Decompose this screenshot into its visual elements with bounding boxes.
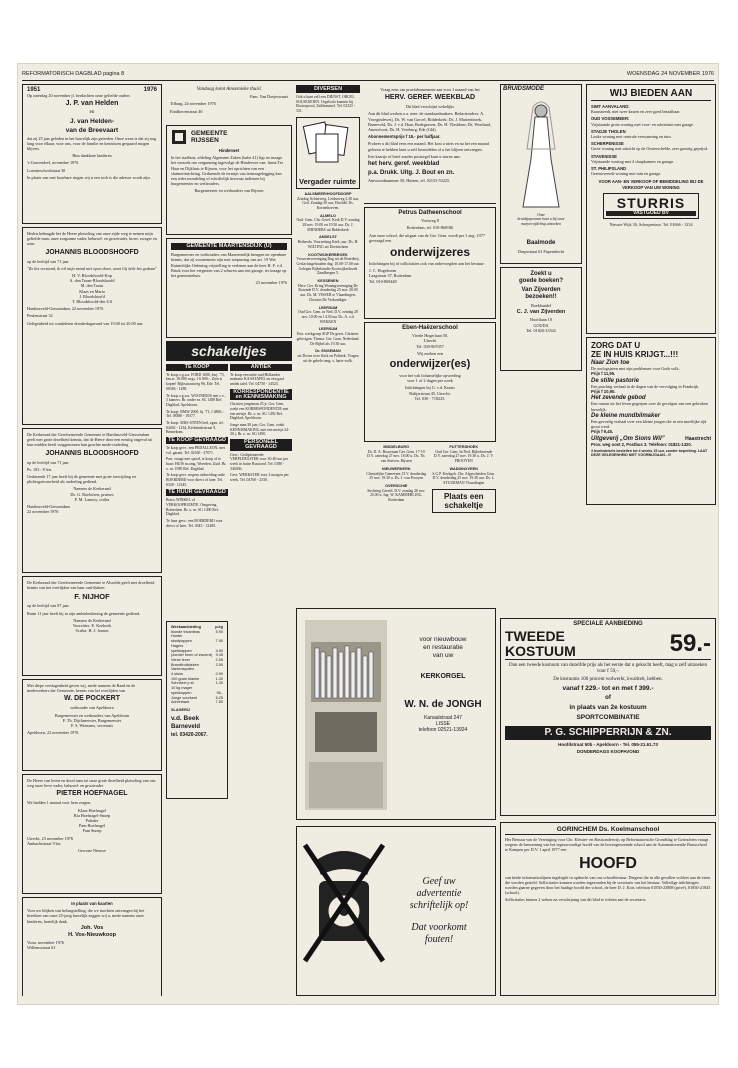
bride-illustration-icon xyxy=(521,99,561,209)
church-meetings: AALSMEER/HOOFDDORP Zondag Achterweg, Leidseweg 2,30 uur, Ged. Zondag-30 uur, Hoofdd. Ds. Kortenhoeven. ALMELO Oud. Gem. Chr. Geref. Kerk D.V. zondag 28 nov. 19.00 en 19.30 uur. Ds. J. MIJNDERS uit Ridderkerk ANDELST Bethesda. Voorzetting Kerk, uur: Ds. H. WILTING uit Doetinchem KOOTWIJKERBROEK Vrouwenvereniging Dag uit de Boerderij. Geslachtsgehouden dag. 10.00-17.00 uur. Gelegen Bijbelstudie Kootwijkerbroek Zandbergen 5. KESSENEN Herv. Ger. Kring Woningvereniging De Rotonde D.V. donderdag 25 nov. 20.00 uur. Ds. M. VISSER te Vlaardingen: Christus De Verkondiger. LEERSUM Oud Ger. Gem. in Ned. D.V. zondag 28 nov. 10.00 en 14.30 uur Ds. A. v.d. WEKKEN LEERSUM Prot. werkgroep SGP De geest. Christen-gelovigen. Thema: Ger. Gem. Nederland: De Bijbel als 19.30 uur. Dr. ENGEMAN uit Doorn over Kerk en Politiek. Vragen uit de gehele omg. v. harte welk. xyxy=(296,191,360,363)
listing-town: OUD VOSSEMEER: xyxy=(591,116,630,122)
header-left: REFORMATORISCH DAGBLAD pagina 8 xyxy=(22,71,125,77)
butcher-item-name: 100 gram blanke xyxy=(171,676,200,681)
municipality-crest-icon xyxy=(171,129,187,145)
anniversary-ad: 1951 1976 Op zaterdag 20 november jl. herdachten onze geliefde ouders J. P. van Helden en J. van Helden- van de Breevaart dat zij 25 jaar geleden in het huwelijk zijn getreden. Onze wens is dat zij nog lang voor elkaar, voor ons, voor de familie en kennissen gespaard mogen blijven. Hun dankbare kinderen 's-Gravendeel, november 1976 Lorentzschoolstraat 30 In plaats van met hoorbare ringen wij u een toch is die adresse wordt zijn. xyxy=(22,84,162,224)
calendar-icon xyxy=(298,120,358,168)
butcher-item-price: 96.- xyxy=(216,690,223,695)
column-municipal xyxy=(166,84,292,996)
butcher-item-price: 2.95 xyxy=(215,657,223,662)
butcher-item-price: 5.90 xyxy=(215,629,223,634)
obituary-nijhof: De Kerkeraad der Gereformeerde Gemeente te Alsselde geeft met droefheid kennis van het overlijden van haar oud-diaken F. NIJHOF op de leeftijd van 87 jaar. Ruim 11 jaar heeft hij in zijn ambtsbediening de gemeente gediend. Namens de Kerkeraad Voorzitter: E. Koekoek Scriba: H. J. Jansen xyxy=(22,576,162,676)
listing-description: Leuke woning met centrale verwarming en tuin. xyxy=(591,134,672,140)
butcher-item-price: 2.50 xyxy=(215,662,223,667)
suit-offer-headline: TWEEDE KOSTUUM 59.- xyxy=(505,628,711,660)
classifieds-block xyxy=(166,363,292,621)
listing-town: ST. PHILIPSLAND xyxy=(591,166,627,172)
butcher-item-name: 4 stuks xyxy=(171,672,184,677)
bookshop-ad: Zoekt u goede boeken? Van Zijverden bezoeken!! Boekhandel C. J. van Zijverden Hooftlaan 10 GOUDA Tel. 01820-23542 xyxy=(500,267,582,371)
butcher-item-name: spekkoppen xyxy=(171,690,192,695)
butcher-item-name: (zonder been of zwoerd) xyxy=(171,653,213,658)
real-estate-listings xyxy=(591,104,711,176)
page-header xyxy=(22,71,714,81)
church-services-right: PUTTERSHOEK Oud Ger. Gem. In Ned. Bijbehorende D.V. zaterdag 27 nov. 19.30 u. Ds. J. V. PROOYEN WADDINXVEEN S.G.P. Kerkgeb. Chr. Afgescheiden Gem. D.V. donderdag 25 nov. 19.30 uur. Ds. L. STUURMAN Vlaardingen Plaats een schakeltje xyxy=(432,445,497,513)
listing-town: STAVENISSE xyxy=(591,153,617,159)
butcher-item-name: Jonge voorkant xyxy=(171,695,197,700)
butcher-price-row xyxy=(171,700,223,705)
butcher-item-price: 7.90 xyxy=(215,639,223,644)
listing-description: Gerenoveerde woning met tuin en garage. xyxy=(591,171,662,177)
book-publisher-ad: ZORG DAT U ZE IN HUIS KRIJGT...!!! Naar Zion toe De oorlogsjaren met zijn problemen voor Gods volk. Prijs f 11,95. De stille pastorie Een prachtig verhaal in de dagen van de vervolging in Frankrijk. Prijs f 10,90. Het zevende gebod Een roman uit het leven gegrepen over de gevolgen van een gebroken huwelijk. De kleine mundbilmaker Een gevoelig verhaal over een kleine jongen die in een moeilijke tijd groot werd. Prijs f 9,45. Uitgeverij „Om Sions Wil” Haastrecht Prov. weg oost 2, Postbus 3. Telefoon: 01821-1320. 3 boekwinkels bestellen tot 4 weeks 15 uur, zonder beperking. LAAT DEZE GELEGENHEID NIET VOORBIJGAAN...!!! xyxy=(586,337,716,505)
classifieds-banner: schakeltjes xyxy=(166,341,292,361)
listing-description: Vrijstaande grote woning met voor- en achtertuin met garage. xyxy=(591,121,695,127)
column-announcements xyxy=(22,84,162,996)
organ-builder-ad xyxy=(296,608,496,820)
weekblad-ad: Vraag eens om proefabonnement aan voor 1 maand van het HERV. GEREF. WEEKBLAD Dit blad verschijnt wekelijks Aan dit blad werken o.a. mee: de standaardmakers. Redactieadres: A. Vroegindeweij, Ds. W. van Gorcel, Ridderkerk; Ds. J. Mastenbroek, Barneveld; Ds. J. v.d. Haar, Bodegraven; Ds. H. Vlasblom; Ds. Westland, Amersfoort; Ds. H. Vreeburg, Ede (Gld). Abonnementsprijs f 15.- per halfjaar. Probeer u dit blad eens een maand. Het kost u niets en na het een maand gelezen te hebben kunt u zelf beoordelen of u het blijven ontvangen. Een kaartje of brief zonder postzegel kunt u sturen aan: het herv. geref. weekblad p.a. Drukk. Uitg. J. Bout en zn. Antwoordnummer 50, Huizen, tel. 02153-53225. xyxy=(364,84,496,204)
listing-town: SIMT AANVALAND: xyxy=(591,104,630,109)
column-schools xyxy=(364,84,496,604)
church-services-left: MIDDELBURG Dr. D. A. Bouwman Ger. Gem. 17-19 D.V. zaterdag 27 nov. 18.00 u. Ds. Th. van Stuiven. Rijssen NIEUWERKERK Christelijke Gemeente. D.V. donderdag 25 nov. 19.30 u. Ds. J. van Prooyen OVERSCHIE Stichting Gerefd. D.V. zondag 28 nov. 20.00 u. Ing. W. KAMMERLING, Rotterdam xyxy=(366,445,427,503)
butcher-item-name: stoofpappen xyxy=(171,639,192,644)
column-bridal xyxy=(500,84,582,400)
butcher-item-name: Verse lever xyxy=(171,657,190,662)
butcher-ad: Weekaanbieding p.kg blonde tricanteas 5.90 Hunter stoofpappen 7.90 Hagers spekbappen 4.90 (zonder been of zwoerd) 9.45 Verse lever 2.95 Brandfrotfaleken 2.50 Varkenspoten 4 stuks 0.90 100 gram blanke 1.30 Schnitzel p.st. 1.30 10 kg mager spekkoppen 96.- Jonge voorkant 6.25 Achterkant 7.50 SLAGERIJ v.d. Beek Barneveld tel. 03420-2067. xyxy=(166,621,228,799)
butcher-item-price: 1.30 xyxy=(215,681,223,686)
butcher-item-price: 0.90 xyxy=(215,672,223,677)
write-your-ad-notice xyxy=(296,826,496,996)
butcher-item-name: Achterkant xyxy=(171,700,190,705)
butcher-item-name: spekbappen xyxy=(171,648,192,653)
church-organ-icon xyxy=(301,612,391,812)
bridal-fashion-ad: BRUIDSMODE Onze bruidsjaponnen kunt u bij onze marjon-afdeling uitzoeken Baalmode Dorpsstraat 61 Papendrecht xyxy=(500,84,582,264)
municipality-rijssen-notice: GEMEENTE RIJSSEN Hinderwet In het stadhuis, afdeling Algemene Zaken (balie 41) ligt ter inzage het verzoek om vergunning ingevolge de Hinderwet van: firma Ter Haar en Dijkhuis te Rijssen, voor het oprichten van een sluimerinrichting. Gedurende de termijn van terinzagelegging kan een ieder mondeling of schriftelijk bezwaar indienen bij burgemeester en wethouders. Burgemeester en wethouders van Rijssen xyxy=(166,125,292,235)
header-right: WOENSDAG 24 NOVEMBER 1976 xyxy=(626,71,714,77)
listing-town: STADJE THOLEN xyxy=(591,128,626,134)
butcher-item-price: 4.90 xyxy=(215,648,223,653)
write-your-ad-text: Geef uw advertentie schriftelijk op! Dat voorkomt fouten! xyxy=(409,876,469,945)
datheen-school-vacancy: Petrus Datheenschool Voetweg 8 Rotterdam, tel. 010-868186 Aan onze school, die uitgaat van de Ger. Gem. wordt per 1 aug. 1977 gevraagd een onderwijzeres Inlichtingen bij of sollicitaties ook van onbevoegden aan het bestuur: J. C. Hogeboom Laagstraat 37, Rotterdam Tel. 010-869448 xyxy=(364,207,496,319)
listing-town: SCHERPENISSE xyxy=(591,141,624,147)
obituary-pockert: Met diepe verslagenheid geven wij, mede namens de Raad en de medewerkers der Gemeente, kennis van het overlijden van W. DE POCKERT wethouder van Apeldoorn Burgemeester en wethouders van Apeldoorn F. Th. Dijckmeester, Burgemeester F. S. Wiemans, secretaris Apeldoorn, 22 november 1976 xyxy=(22,679,162,771)
butcher-item-name: Schnitzel p.st. xyxy=(171,681,195,686)
listing-description: Kaassneedt, met twee kasten en zeer goed betaalbaar. xyxy=(591,109,681,115)
classifieds-left: TE KOOP Te koop z.g.a.n. FORD 1600, bwj. '75, km.st. 18.000 wrgs. f 6.900,-. Zien is kopen! Rijksstraatweg 96, Ede. Tel. 08384 - 1288. Te koop z.g.a.n. WOONHUIS met c.v., 3 kamers. Br. onder nr. SG 1488 Ref. Dagblad, Apeldoorn. Te koop: BMW 2000, bj. '71, f 4800,-. Tel. 08380 - 19377. Te koop: MIJS-STEEN bed, zgan, tel. 04402 - 1234, Kerkeindestraat 9, Bennekom. TE KOOP GEVRAAGD Te koop gevr.: een PEDALLEON, met vol. garant. Tel. 02160 - 47071. Part. vraagt met spoed, te koop of te huur: HUIS in omg. Woerden, Zuid. Br. o. nr. 1980 Ref. Dagblad. Te koop gevr. wegens uitbreiding oude BOERDERIJ voor direct of later. Tel. 0348 - 12345. TE HUUR GEVRAAGD Bouw WINKEL of VERKOOPRUIMTE. Omgeving Rotterdam. Br. o. nr. SG 1490 Ref. Dagblad. Te huur gevr.: een BOERDERIJ voor direct of later. Tel. 0345 - 12400. xyxy=(166,364,227,528)
butcher-item-price: 1.30 xyxy=(215,676,223,681)
butcher-price-list xyxy=(171,630,223,705)
birth-poem: Vandaag komt Amsemieke thuis! Fam. Van Doejeswaart Tilburg, 24 november 1976 Eindhovenstraat 46 xyxy=(170,87,288,114)
municipality-maartensdijk-notice: GEMEENTE MAARTENSDIJK (U) Burgemeester en wethouders van Maartensdijk brengen ter openbare kennis, dat zij voornemens zijn met toepassing van art. 19 Wet Ruimtelijke Ordening vrijstelling te verlenen aan de heer H. F. v.d. Brink voor het vergroten van 2 schuren aan een garage, ter inzage op het gemeentehuis. 23 november 1976 xyxy=(166,238,292,338)
suit-offer-ad: SPECIALE AANBIEDING TWEEDE KOSTUUM 59.- Dan een tweede kostuum van dezelfde prijs als het eerste dat u gekocht heeft, mag u zelf uitzoeken voor f 59,-. De kostuums 100 procent wolwerkt, kwaliteit, hebben. vanaf f 229.- tot en met f 399.- of in plaats van 2e kostuum SPORTCOMBINATIE P. G. SCHIPPERRIJN & ZN. Hoofdstraat 50b - Apeldoorn - Tel. 055-21.61.73 DONDERDAGS KOOPAVOND xyxy=(500,618,716,816)
plaats-schakeltje-ad: Plaats een schakeltje xyxy=(432,489,497,513)
butcher-item-name: blonde tricanteas xyxy=(171,629,200,634)
butcher-item-price: 7.50 xyxy=(215,700,223,705)
sturris-logo: STURRIS VASTGOED BV xyxy=(603,193,699,219)
obituary-hoefnagel: De Heere van leven en dood nam tot onze grote droefheid plotseling van ons weg onze lieve vader, behuwd- en grootvader PIETER HOEFNAGEL We hadden 1 maand voor hem zorgen. Klaas Hoefnagel Ria Hoefnagel-Snoep Polinke Pam Hoefnagel Pam Snoep Utrecht, 23 november 1976 Ambachtstraat 9 bis Gewone Nieuwe xyxy=(22,774,162,894)
obituary-kerkeraad: De Kerkeraad der Gereformeerde Gemeente te Hardinxveld-Giessendam geeft met grote droefheid kennis, dat de Heere door een ernstig ongeval uit hun midden heeft weggenomen hun geachte mede-ouderling JOHANNIS BLOODSHOOFD op de leeftijd van 71 jaar Ps. 103 : 8 len. Gedurende 17 jaar heeft hij de gemeente met grote toewijding en plichtsgetrouwheid als ouderling gediend. Namens de Kerkeraad Ds. G. Roelofsen, praeses P. M. Lanooy, scriba Hardinxveld-Giessendam 22 november 1976 xyxy=(22,428,162,573)
eben-haezer-vacancy: Eben-Haëzerschool Vierde Hogerlaan 50, Utrecht Tel. 030-867057 Wij zoeken een onderwijzer(es) voor het vak lichamelijke opvoeding voor 1 of 2 dagen per week Inlichtingen bij G. v.d. Kraats Balijerstraat 45, Utrecht. Tel. 030 - 718225. xyxy=(364,322,496,442)
butcher-item-name: Hagers xyxy=(171,643,184,648)
butcher-item-name: Brandfrotfaleken xyxy=(171,662,199,667)
butcher-item-price: 6.25 xyxy=(215,695,223,700)
school-principal-vacancy: GORINCHEM Ds. Koelmanschool Het Bestuur van de Vereniging voor Chr. Kleuter- en Basisonderwijs op Reformatorische Grondslag te Gorinchem vraagt wegens de benoeming van het tegenwoordige hoofd van de bovengenoemde school aan de Automatiserende Basisschool te Kampen per D.V. 1 april 1977 een HOOFD van beide informaticalijnen ingelegde in opdracht van ons schoolbestuur. Diegene die in alle gevallen voldoet aan de eisen die worden gesteld. Sollicitaties kunnen worden ingezonden bij de secretaris van het bestuur. Volledige inlichtingen worden gaarne gegeven door het huidige hoofd der school, de heer D. J. Kort, telefoon 01830-23808 (privé), 01830-21843 (school). Sollicitaties binnen 2 weken na verschijning van dit blad te richten aan de secretaris. xyxy=(500,822,716,996)
butcher-item-name: 10 kg mager xyxy=(171,686,193,691)
church-services xyxy=(364,445,496,513)
butcher-item-name: Varkenspoten xyxy=(171,667,195,672)
thank-you-ad: In plaats van kaarten Voor uw blijken van belangstelling, die we mochten ontvangen bij het bereiken van onze 25-jarig huwelijk zeggen wij u, mede namens onze kinderen, hartelijk dank. Joh. Vos H. Vos-Nieuwkoop Voon, november 1976 Willemsstraat 63 xyxy=(22,897,162,996)
butcher-item-price: 9.45 xyxy=(215,653,223,658)
meeting-room-ad: Vergader ruimte xyxy=(296,117,360,189)
butcher-item-name: Hunter xyxy=(171,634,183,639)
column-realestate xyxy=(586,84,716,614)
organ-builder-text: voor nieuwbouw en restauratie van uw KERKORGEL W. N. de JONGH Kanaalstraat 247 LISSE telefoon 02521-13924 xyxy=(404,636,482,733)
crossed-phone-icon xyxy=(301,841,387,981)
obituary-bloodshoofd: Heden behaagde het de Heere plotseling van onze zijde weg te nemen mijn geliefde man, onze zorgzame vader, behuwd- en grootvader, broer, zwager en oom JOHANNIS BLOODSHOOFD op de leeftijd van 71 jaar "Zo het verstand, ik wil mijn mond niet open doen, want Gij hebt het gedaan" H. V. Bloodshoofd-Kop A. den Toom-Bloodshoofd M. den Toom Klaas en Maria J. Bloodshoofd T. Bloodshoofd-den Uil Hardinxveld-Giessendam, 22 november 1976 Peulenstraat 32 Gelegenheid tot condoleren donderdagavond van 19.00 tot 20.00 uur. xyxy=(22,227,162,425)
real-estate-ad: WIJ BIEDEN AAN SIMT AANVALAND: Kaassneedt, met twee kasten en zeer goed betaalbaar. OUD VOSSEMEER: Vrijstaande grote woning met voor- en achtertuin met garage. STADJE THOLEN Leuke woning met centrale verwarming en tuin. SCHERPENISSE Grote woning met uitzicht op de Oosterschelde, zeer gunstig geprijsd. STAVENISSE Vrijstaande woning met 4 slaapkamers en garage. ST. PHILIPSLAND Gerenoveerde woning met tuin en garage. VOOR AAN- EN VERKOOP OF BEMIDDELING BIJ DE VERKOOP VAN UW WONING STURRIS VASTGOED BV Nieuwe Wijk 30, Scherpenisse. Tel. 01666 - 1234 xyxy=(586,84,716,334)
column-diversen: DIVERSEN Ook u kunt zelf een DIENST, ORGEL SOLSEIZOEN. Orgelsolo kunnen bij Ekotroposol, Zaltbommel. Tel. 02325 - 331. Vergader ruimte AALSMEER/HOOFDDORP Zondag Achterweg, Leidseweg 2,30 uur, Ged. Zondag-30 uur, Hoofdd. Ds. Kortenhoeven. ALMELO Oud. Gem. Chr. Geref. Kerk D.V. zondag 28 nov. 19.00 en 19.30 uur. Ds. J. MIJNDERS uit Ridderkerk ANDELST Bethesda. Voorzetting Kerk, uur: Ds. H. WILTING uit Doetinchem KOOTWIJKERBROEK Vrouwenvereniging Dag uit de Boerderij. Geslachtsgehouden dag. 10.00-17.00 uur. Gelegen Bijbelstudie Kootwijkerbroek Zandbergen 5. KESSENEN Herv. Ger. Kring Woningvereniging De Rotonde D.V. donderdag 25 nov. 20.00 uur. Ds. M. VISSER te Vlaardingen: Christus De Verkondiger. LEERSUM Oud Ger. Gem. in Ned. D.V. zondag 28 nov. 10.00 en 14.30 uur Ds. A. v.d. WEKKEN LEERSUM Prot. werkgroep SGP De geest. Christen-gelovigen. Thema: Ger. Gem. Nederland: De Bijbel als 19.30 uur. Dr. ENGEMAN uit Doorn over Kerk en Politiek. Vragen uit de gehele omg. v. harte welk. xyxy=(296,86,360,363)
listing-description: Vrijstaande woning met 4 slaapkamers en garage. xyxy=(591,158,675,164)
listing-description: Grote woning met uitzicht op de Oosterschelde, zeer gunstig geprijsd. xyxy=(591,146,709,152)
classifieds-right: ANTIEK Te koop een nette oud-Hollandse mahonie KAASTAFEL en een gaaf antiek tafel. Tel. 04750 - 14523. KORRESPONDENTIE en KENNISMAKING Christen jongeman 25 jr. Ger. Gem. zoekt een KORRESPONDENTIE met een meisje. Br. o. nr. SG 1492 Ref. Dagblad, Apeldoorn. Jonge man 30 jaar, Ger. Gem. zoekt KENNISMAKING met een meisje 24-30 j. Br. o. nr. SG 1490. PERSONEEL GEVRAAGD Gevr.: Gediplomeerde VERPLEEGSTER voor 30-40 uur per week in huize Rustoord. Tel. 0180 - 340456. Gevr. WERKSTER voor 2 morgen per week. Tel. 04760 - 2330. xyxy=(230,363,292,621)
